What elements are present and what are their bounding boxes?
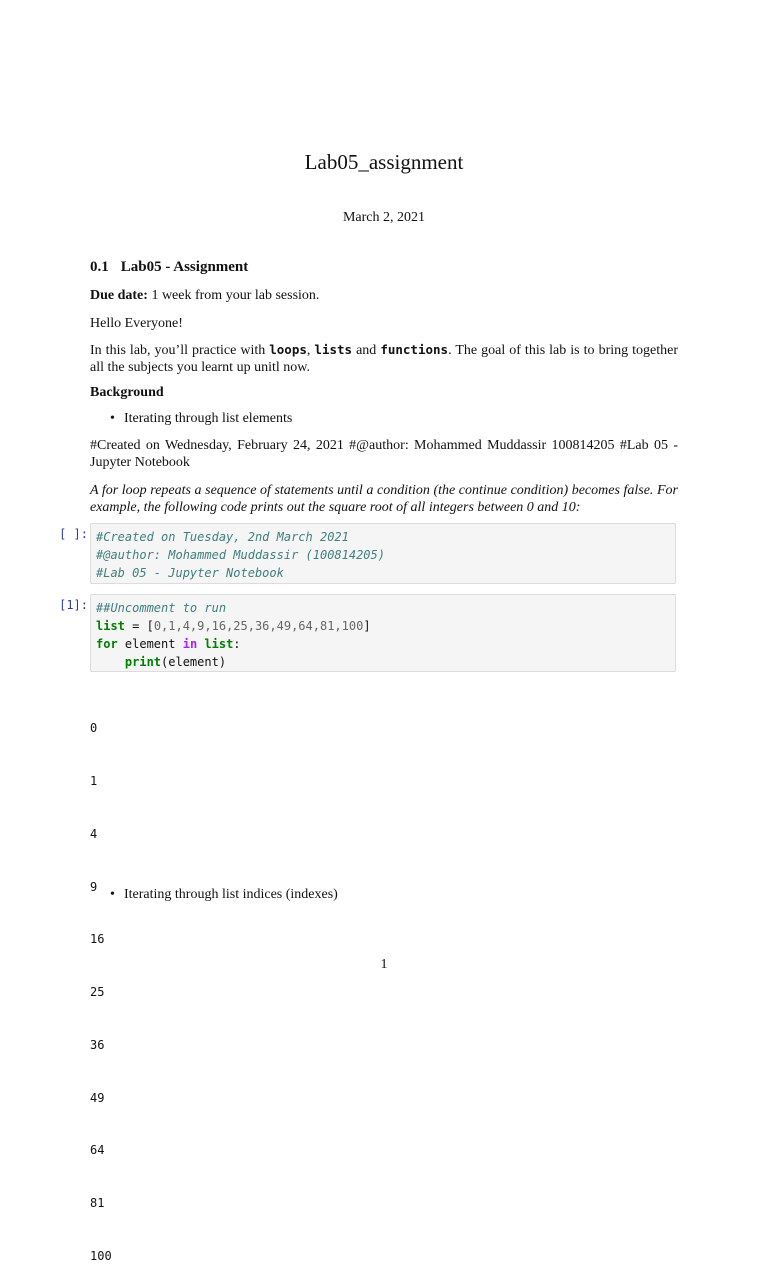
document-title: Lab05_assignment	[304, 150, 464, 174]
code-indent	[96, 655, 125, 669]
bullet-text: Iterating through list indices (indexes)	[124, 887, 338, 902]
intro-text-4: . The goal of this lab is to bring together all the subjects you learnt up unitl now.	[90, 343, 679, 375]
output-line: 9	[90, 879, 98, 894]
intro-text-1: In this lab, you’ll practice with	[90, 343, 270, 358]
cell-prompt-empty: [ ]:	[59, 527, 88, 541]
code-token-for: for	[96, 637, 118, 651]
due-date-label: Due date:	[90, 288, 148, 303]
document-date: March 2, 2021	[342, 210, 426, 225]
code-comment-line: #Lab 05 - Jupyter Notebook	[96, 566, 284, 580]
code-token-assign: = [	[124, 619, 154, 633]
code-token-numbers: 0,1,4,9,16,25,36,49,64,81,100	[153, 619, 364, 633]
code-token-list-ref: list	[197, 637, 234, 651]
intro-text-2: ,	[306, 343, 315, 358]
bullet-text: Iterating through list elements	[124, 411, 293, 426]
background-heading: Background	[90, 385, 164, 400]
section-heading	[90, 259, 248, 276]
bullet-icon: •	[110, 411, 115, 426]
bullet-item-indices	[110, 887, 338, 903]
due-date-text: 1 week from your lab session.	[147, 288, 320, 303]
code-token-args: (element)	[161, 655, 227, 669]
code-token-colon: :	[233, 637, 241, 651]
output-line: 49	[90, 1090, 105, 1105]
output-line: 4	[90, 826, 98, 841]
code-lists: lists	[314, 342, 353, 357]
output-line: 25	[90, 985, 105, 1000]
output-line: 64	[90, 1143, 105, 1158]
code-token-list: list	[96, 619, 125, 633]
output-line: 16	[90, 932, 105, 947]
code-cell-header[interactable]	[90, 523, 676, 584]
output-line: 1	[90, 773, 98, 788]
code-token-print: print	[124, 655, 162, 669]
output-line: 81	[90, 1196, 105, 1211]
code-token-bracket: ]	[363, 619, 371, 633]
for-loop-note-paragraph: A for loop repeats a sequence of statements until a condition (the continue condition) becomes false. For example, the following code prints out the square root of all integers between 0 and 10:	[90, 483, 678, 515]
code-token-in: in	[182, 637, 198, 651]
section-number: 0.1	[90, 259, 109, 275]
due-date-paragraph	[90, 287, 678, 304]
section-title: Lab05 - Assignment	[120, 259, 249, 275]
bullet-item-elements	[110, 411, 292, 427]
intro-paragraph	[90, 341, 678, 376]
code-loops: loops	[269, 342, 307, 357]
page-number: 1	[380, 957, 388, 972]
bullet-icon: •	[110, 887, 115, 902]
intro-text-3: and	[352, 343, 381, 358]
code-comment-line: #Created on Tuesday, 2nd March 2021	[96, 530, 349, 544]
cell-output	[90, 685, 112, 1283]
code-token-element: element	[117, 637, 183, 651]
greeting-paragraph: Hello Everyone!	[90, 316, 183, 331]
cell-prompt-executed: [1]:	[59, 598, 88, 612]
code-comment-line: #@author: Mohammed Muddassir (100814205)	[96, 548, 385, 562]
output-line: 36	[90, 1037, 105, 1052]
output-line: 0	[90, 721, 98, 736]
output-line: 100	[90, 1249, 112, 1263]
code-functions: functions	[380, 342, 449, 357]
code-comment-line: ##Uncomment to run	[96, 601, 227, 615]
code-cell-loop[interactable]	[90, 594, 676, 672]
created-note-paragraph: #Created on Wednesday, February 24, 2021 #@author: Mohammed Muddassir 100814205 #Lab 05 - Jupyter Notebook	[90, 438, 678, 470]
